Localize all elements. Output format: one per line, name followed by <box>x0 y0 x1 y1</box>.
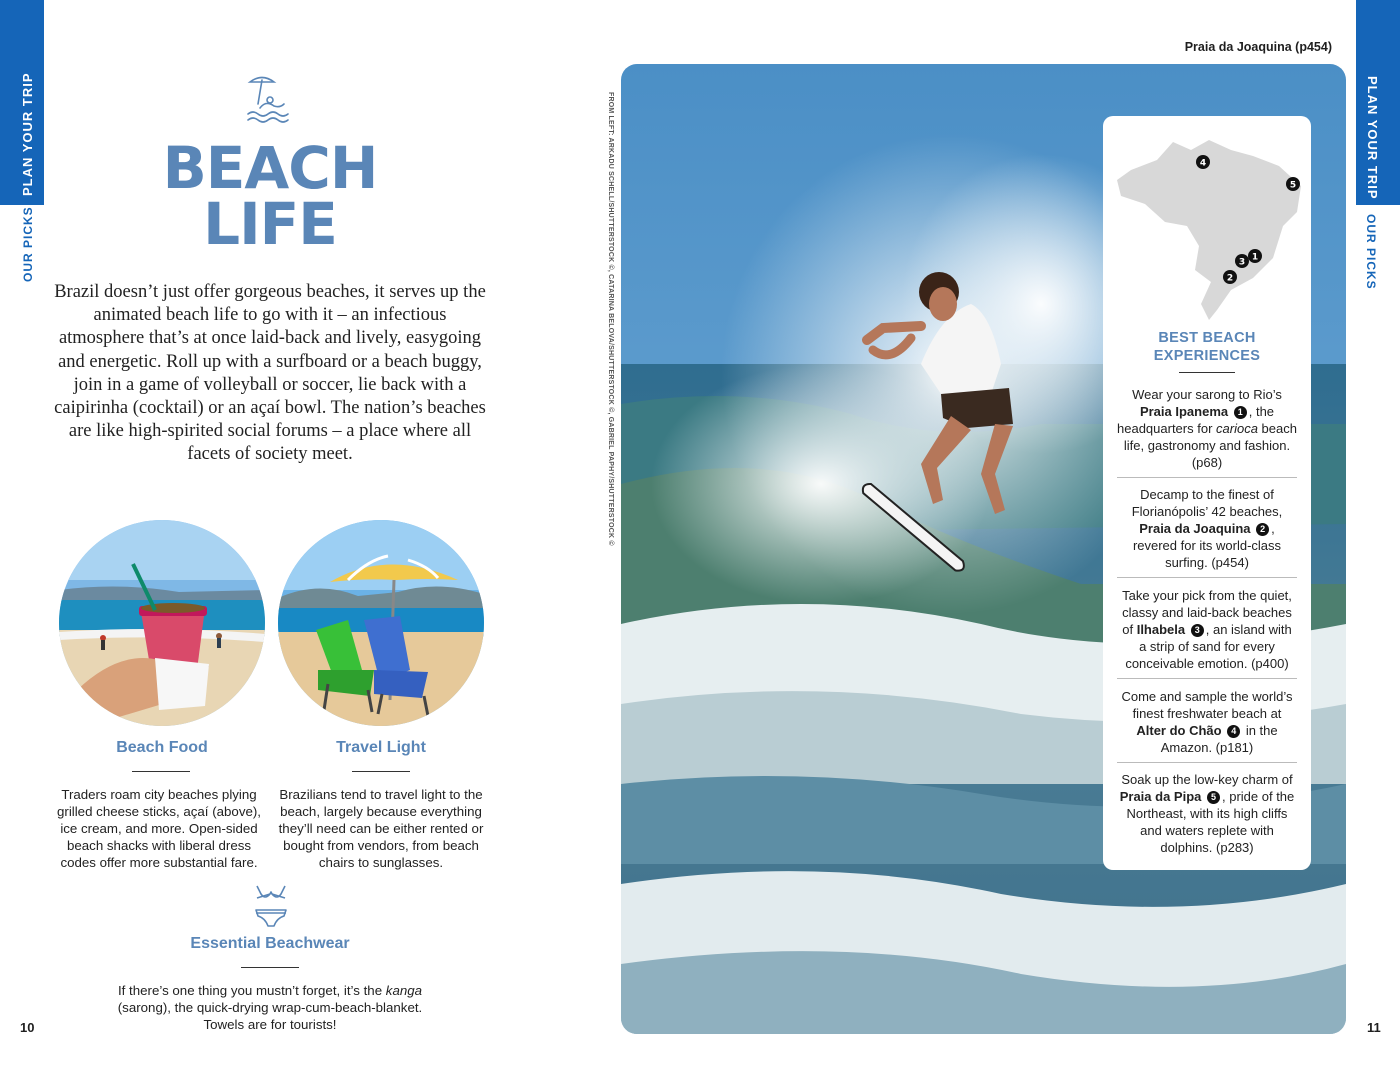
beachwear-body: If there’s one thing you mustn’t forget, it’s the kanga (sarong), the quick-drying wrap-cum-beach-blanket. Towels are for tourists! <box>117 983 423 1032</box>
best-beach-experiences-panel <box>1103 116 1311 870</box>
map-marker-4: 4 <box>1199 158 1207 169</box>
feature-body-beach-food: Traders roam city beaches plying grilled cheese sticks, açaí (above), ice cream, and more. Open-sided beach shacks with liberal dress codes offer more substantial fare. <box>57 787 261 870</box>
pick-alter-do-chao: Come and sample the world’s finest freshwater beach at Alter do Chão 4 in the Amazon. (p181) <box>1121 689 1293 755</box>
subsection-label-left: OUR PICKS <box>21 206 35 282</box>
photo-caption: Praia da Joaquina (p454) <box>1184 40 1332 54</box>
bikini-icon <box>253 882 289 928</box>
panel-title: BEST BEACH EXPERIENCES <box>1153 330 1261 364</box>
feature-divider <box>352 771 410 772</box>
map-marker-5: 5 <box>1289 180 1297 191</box>
travel-light-photo <box>278 520 484 726</box>
pick-separator <box>1117 577 1297 578</box>
beach-food-photo <box>59 520 265 726</box>
pick-praia-da-joaquina: Decamp to the finest of Florianópolis’ 42 beaches, Praia da Joaquina 2 , revered for its world-class surfing. (p454) <box>1131 487 1283 570</box>
beach-umbrella-icon <box>244 74 296 124</box>
map-marker-3: 3 <box>1238 257 1246 268</box>
pick-praia-da-pipa: Soak up the low-key charm of Praia da Pipa 5 , pride of the Northeast, with its high cliffs and waters replete with dolphins. (p283) <box>1119 772 1295 855</box>
feature-divider <box>132 771 190 772</box>
subsection-label-right: OUR PICKS <box>1364 214 1378 290</box>
pick-separator <box>1117 477 1297 478</box>
map-marker-1: 1 <box>1251 252 1259 263</box>
feature-body-travel-light: Brazilians tend to travel light to the beach, largely because everything they’ll need can be either rented or bought from vendors, from beach chairs to sunglasses. <box>278 787 484 870</box>
photo-credit: FROM LEFT: ARKADU SCHELL/SHUTTERSTOCK ©, CATARINA BELOVA/SHUTTERSTOCK ©, GABRIEL PAPHY/SHUTTERSTOCK © <box>607 92 614 546</box>
feature-title-beach-food: Beach Food <box>116 739 208 756</box>
pick-separator <box>1117 762 1297 763</box>
section-tab-label-left: PLAN YOUR TRIP <box>20 72 35 196</box>
intro-paragraph: Brazil doesn’t just offer gorgeous beaches, it serves up the animated beach life to go with it – an infectious atmosphere that’s at once laid-back and lively, easygoing and energetic. Roll up with a surfboard or a beach buggy, join in a game of volleyball or soccer, lie back with a caipirinha (cocktail) or an açaí bowl. The nation’s beaches are like high-spirited social forums – a place where all facets of society meet. <box>54 282 486 465</box>
feature-divider <box>241 967 299 968</box>
pick-separator <box>1117 678 1297 679</box>
pick-ilhabela: Take your pick from the quiet, classy and laid-back beaches of Ilhabela 3 , an island with a strip of sand for every conceivable emotion. (p400) <box>1122 588 1292 671</box>
page-number-left: 10 <box>20 1020 35 1035</box>
page-title: BEACH LIFE <box>162 134 378 258</box>
section-tab-label-right: PLAN YOUR TRIP <box>1365 76 1380 200</box>
beachwear-title: Essential Beachwear <box>190 935 350 952</box>
brazil-map <box>1113 130 1303 320</box>
pick-praia-ipanema: Wear your sarong to Rio’s Praia Ipanema 1 , the headquarters for carioca beach life, gastronomy and fashion. (p68) <box>1117 387 1297 470</box>
page-number-right: 11 <box>1367 1020 1381 1035</box>
panel-divider <box>1179 372 1235 373</box>
feature-title-travel-light: Travel Light <box>336 739 426 756</box>
map-marker-2: 2 <box>1226 273 1234 284</box>
